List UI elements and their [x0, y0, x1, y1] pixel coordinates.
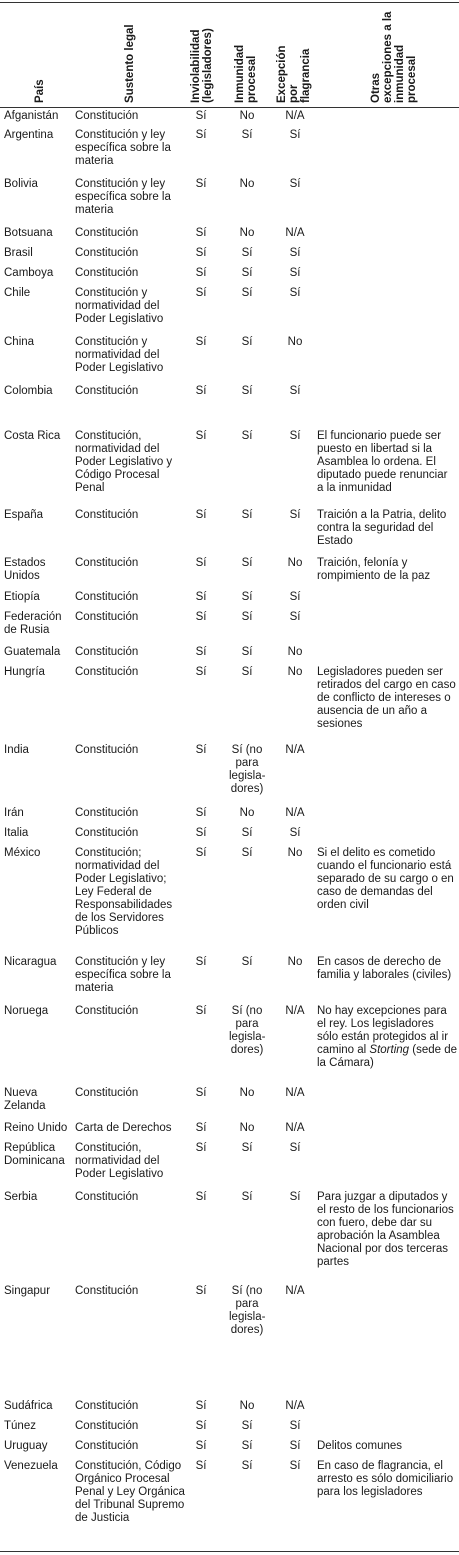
italic-term: Storting: [366, 1044, 410, 1056]
inviolability-cell: Sí: [195, 827, 207, 839]
legal-basis-cell: Constitución, normatividad del Poder Legislativo: [75, 1142, 164, 1180]
legal-basis-cell: Constitución y normatividad del Poder Legislativo: [75, 287, 164, 325]
inviolability-cell: Sí: [195, 1460, 207, 1472]
flagrancy-cell: Sí: [289, 1460, 301, 1472]
flagrancy-cell: N/A: [285, 110, 305, 122]
legal-basis-cell: Constitución; normatividad del Poder Legislativo; Ley Federal de Responsabilidades de los Servidores Públicos: [75, 847, 173, 937]
procedural-immunity-cell: No: [239, 227, 255, 239]
procedural-immunity-cell: Sí: [241, 1191, 253, 1203]
country-cell: Nueva Zelanda: [4, 1087, 46, 1112]
legal-basis-cell: Constitución: [75, 1420, 139, 1432]
country-cell: Uruguay: [4, 1440, 48, 1452]
flagrancy-cell: Sí: [289, 430, 301, 442]
country-cell: Guatemala: [4, 646, 61, 658]
other-exceptions-cell: No hay excepciones para el rey. Los legisladores sólo están protegidos al ir camino al Storting (sede de la Cámara): [317, 1005, 457, 1069]
other-exceptions-cell: El funcionario puede ser puesto en libertad si la Asamblea lo ordena. El diputado puede renunciar a la inmunidad: [317, 430, 448, 494]
procedural-immunity-cell: Sí: [241, 956, 253, 968]
legal-basis-cell: Constitución y ley específica sobre la materia: [75, 129, 171, 167]
other-exceptions-cell: Si el delito es cometido cuando el funcionario está separado de su cargo o en caso de demandas del orden civil: [317, 847, 454, 911]
procedural-immunity-cell: No: [239, 178, 255, 190]
inviolability-cell: Sí: [195, 1122, 207, 1134]
inviolability-cell: Sí: [195, 807, 207, 819]
inviolability-cell: Sí: [195, 247, 207, 259]
procedural-immunity-cell: No: [239, 1122, 255, 1134]
header-excepcion: [276, 0, 312, 107]
legal-basis-cell: Constitución: [75, 1285, 139, 1297]
country-cell: México: [4, 847, 41, 859]
legal-basis-cell: Constitución: [75, 611, 139, 623]
legal-basis-cell: Constitución: [75, 385, 139, 397]
inviolability-cell: Sí: [195, 267, 207, 279]
flagrancy-cell: No: [287, 666, 303, 678]
procedural-immunity-cell: Sí (no para legisla- dores): [229, 1285, 266, 1336]
procedural-immunity-cell: Sí: [241, 287, 253, 299]
legal-basis-cell: Carta de Derechos: [75, 1122, 172, 1134]
procedural-immunity-cell: Sí: [241, 509, 253, 521]
flagrancy-cell: N/A: [285, 1122, 305, 1134]
inviolability-cell: Sí: [195, 178, 207, 190]
country-cell: Costa Rica: [4, 430, 61, 442]
legal-basis-cell: Constitución: [75, 1087, 139, 1099]
inviolability-cell: Sí: [195, 1087, 207, 1099]
flagrancy-cell: Sí: [289, 287, 301, 299]
legal-basis-cell: Constitución: [75, 666, 139, 678]
flagrancy-cell: Sí: [289, 827, 301, 839]
country-cell: Túnez: [4, 1420, 36, 1432]
flagrancy-cell: No: [287, 557, 303, 569]
flagrancy-cell: N/A: [285, 1087, 305, 1099]
inviolability-cell: Sí: [195, 110, 207, 122]
header-sustento-label: Sustento legal: [124, 24, 136, 103]
country-cell: Italia: [4, 827, 29, 839]
country-cell: Argentina: [4, 129, 54, 141]
header-otras-label: Otras excepciones a la inmunidad procesal: [370, 11, 418, 103]
flagrancy-cell: Sí: [289, 129, 301, 141]
flagrancy-cell: Sí: [289, 385, 301, 397]
inviolability-cell: Sí: [195, 666, 207, 678]
procedural-immunity-cell: Sí: [241, 1420, 253, 1432]
inviolability-cell: Sí: [195, 1285, 207, 1297]
flagrancy-cell: Sí: [289, 178, 301, 190]
header-inviolabilidad-label: Inviolabilidad (legisladores): [190, 28, 214, 103]
procedural-immunity-cell: Sí: [241, 129, 253, 141]
table-bottom-rule: [0, 1551, 459, 1552]
procedural-immunity-cell: Sí: [241, 1460, 253, 1472]
country-cell: Sudáfrica: [4, 1400, 53, 1412]
procedural-immunity-cell: Sí: [241, 557, 253, 569]
flagrancy-cell: N/A: [285, 807, 305, 819]
country-cell: Chile: [4, 287, 31, 299]
country-cell: Nicaragua: [4, 956, 57, 968]
header-bottom-rule: [0, 107, 459, 108]
flagrancy-cell: No: [287, 646, 303, 658]
country-cell: Bolivia: [4, 178, 38, 190]
inviolability-cell: Sí: [195, 847, 207, 859]
legal-basis-cell: Constitución: [75, 267, 139, 279]
legal-basis-cell: Constitución y ley específica sobre la materia: [75, 956, 171, 994]
legal-basis-cell: Constitución: [75, 509, 139, 521]
procedural-immunity-cell: Sí (no para legisla- dores): [229, 744, 266, 795]
flagrancy-cell: No: [287, 956, 303, 968]
flagrancy-cell: Sí: [289, 509, 301, 521]
procedural-immunity-cell: Sí: [241, 591, 253, 603]
procedural-immunity-cell: Sí: [241, 1440, 253, 1452]
country-cell: Noruega: [4, 1005, 49, 1017]
country-cell: India: [4, 744, 29, 756]
flagrancy-cell: N/A: [285, 1285, 305, 1297]
country-cell: Federación de Rusia: [4, 611, 62, 636]
country-cell: Colombia: [4, 385, 53, 397]
legal-basis-cell: Constitución, Código Orgánico Procesal Penal y Ley Orgánica del Tribunal Supremo de Justicia: [75, 1460, 185, 1524]
legal-basis-cell: Constitución: [75, 227, 139, 239]
inviolability-cell: Sí: [195, 611, 207, 623]
country-cell: Brasil: [4, 247, 33, 259]
other-exceptions-cell: Traición a la Patria, delito contra la seguridad del Estado: [317, 509, 447, 547]
other-exceptions-cell: Traición, felonía y rompimiento de la paz: [317, 557, 431, 582]
flagrancy-cell: N/A: [285, 227, 305, 239]
flagrancy-cell: Sí: [289, 267, 301, 279]
other-exceptions-cell: Legisladores pueden ser retirados del cargo en caso de conflicto de intereses o ausencia de un año a sesiones: [317, 666, 456, 730]
country-cell: Irán: [4, 807, 24, 819]
inviolability-cell: Sí: [195, 1440, 207, 1452]
procedural-immunity-cell: No: [239, 1087, 255, 1099]
inviolability-cell: Sí: [195, 557, 207, 569]
inviolability-cell: Sí: [195, 956, 207, 968]
country-cell: China: [4, 336, 35, 348]
flagrancy-cell: Sí: [289, 591, 301, 603]
flagrancy-cell: Sí: [289, 611, 301, 623]
header-inmunidad-label: Inmunidad procesal: [234, 44, 258, 103]
other-exceptions-cell: En casos de derecho de familia y laborales (civiles): [317, 956, 452, 981]
header-inviolabilidad: [190, 0, 214, 107]
country-cell: Venezuela: [4, 1460, 58, 1472]
procedural-immunity-cell: Sí: [241, 847, 253, 859]
country-cell: Etiopía: [4, 591, 40, 603]
flagrancy-cell: Sí: [289, 1142, 301, 1154]
country-cell: Estados Unidos: [4, 557, 46, 582]
country-cell: España: [4, 509, 44, 521]
procedural-immunity-cell: Sí (no para legisla- dores): [229, 1005, 266, 1056]
country-cell: Serbia: [4, 1191, 38, 1203]
legal-basis-cell: Constitución: [75, 591, 139, 603]
legal-basis-cell: Constitución: [75, 827, 139, 839]
legal-basis-cell: Constitución y ley específica sobre la materia: [75, 178, 171, 216]
flagrancy-cell: N/A: [285, 1400, 305, 1412]
legal-basis-cell: Constitución y normatividad del Poder Legislativo: [75, 336, 164, 374]
header-inmunidad: [234, 0, 258, 107]
legal-basis-cell: Constitución: [75, 110, 139, 122]
flagrancy-cell: Sí: [289, 1440, 301, 1452]
legal-basis-cell: Constitución: [75, 807, 139, 819]
procedural-immunity-cell: Sí: [241, 666, 253, 678]
header-pais-label: País: [34, 79, 46, 103]
inviolability-cell: Sí: [195, 744, 207, 756]
procedural-immunity-cell: No: [239, 1400, 255, 1412]
procedural-immunity-cell: Sí: [241, 430, 253, 442]
procedural-immunity-cell: Sí: [241, 247, 253, 259]
procedural-immunity-cell: No: [239, 807, 255, 819]
flagrancy-cell: Sí: [289, 247, 301, 259]
inviolability-cell: Sí: [195, 1191, 207, 1203]
inviolability-cell: Sí: [195, 509, 207, 521]
legal-basis-cell: Constitución: [75, 1440, 139, 1452]
procedural-immunity-cell: Sí: [241, 336, 253, 348]
procedural-immunity-cell: Sí: [241, 611, 253, 623]
other-exceptions-cell: Delitos comunes: [317, 1440, 403, 1452]
other-exceptions-cell: Para juzgar a diputados y el resto de los funcionarios con fuero, debe dar su aprobación la Asamblea Nacional por dos terceras partes: [317, 1191, 454, 1268]
flagrancy-cell: No: [287, 336, 303, 348]
legal-basis-cell: Constitución, normatividad del Poder Legislativo y Código Procesal Penal: [75, 430, 173, 494]
header-sustento: [118, 0, 142, 107]
procedural-immunity-cell: Sí: [241, 385, 253, 397]
inviolability-cell: Sí: [195, 336, 207, 348]
flagrancy-cell: N/A: [285, 1005, 305, 1017]
inviolability-cell: Sí: [195, 430, 207, 442]
procedural-immunity-cell: Sí: [241, 646, 253, 658]
legal-basis-cell: Constitución: [75, 1400, 139, 1412]
inviolability-cell: Sí: [195, 129, 207, 141]
country-cell: República Dominicana: [4, 1142, 65, 1167]
inviolability-cell: Sí: [195, 1420, 207, 1432]
flagrancy-cell: No: [287, 847, 303, 859]
header-excepcion-label: Excepción por flagrancia: [276, 45, 312, 103]
country-cell: Camboya: [4, 267, 54, 279]
legal-basis-cell: Constitución: [75, 1005, 139, 1017]
flagrancy-cell: Sí: [289, 1191, 301, 1203]
legal-basis-cell: Constitución: [75, 744, 139, 756]
inviolability-cell: Sí: [195, 591, 207, 603]
other-exceptions-tail: (sede de la Cámara): [317, 1044, 457, 1069]
procedural-immunity-cell: Sí: [241, 267, 253, 279]
legal-basis-cell: Constitución: [75, 1191, 139, 1203]
legal-basis-cell: Constitución: [75, 646, 139, 658]
country-cell: Singapur: [4, 1285, 51, 1297]
procedural-immunity-cell: Sí: [241, 1142, 253, 1154]
country-cell: Botsuana: [4, 227, 53, 239]
country-cell: Hungría: [4, 666, 45, 678]
inviolability-cell: Sí: [195, 287, 207, 299]
header-otras: [370, 0, 418, 107]
inviolability-cell: Sí: [195, 1400, 207, 1412]
country-cell: Reino Unido: [4, 1122, 68, 1134]
flagrancy-cell: N/A: [285, 744, 305, 756]
inviolability-cell: Sí: [195, 1142, 207, 1154]
flagrancy-cell: Sí: [289, 1420, 301, 1432]
inviolability-cell: Sí: [195, 646, 207, 658]
legal-basis-cell: Constitución: [75, 247, 139, 259]
inviolability-cell: Sí: [195, 385, 207, 397]
header-pais: [28, 0, 52, 107]
other-exceptions-cell: En caso de flagrancia, el arresto es sólo domiciliario para los legisladores: [317, 1460, 454, 1498]
procedural-immunity-cell: No: [239, 110, 255, 122]
procedural-immunity-cell: Sí: [241, 827, 253, 839]
inviolability-cell: Sí: [195, 1005, 207, 1017]
country-cell: Afganistán: [4, 110, 59, 122]
inviolability-cell: Sí: [195, 227, 207, 239]
legal-basis-cell: Constitución: [75, 557, 139, 569]
